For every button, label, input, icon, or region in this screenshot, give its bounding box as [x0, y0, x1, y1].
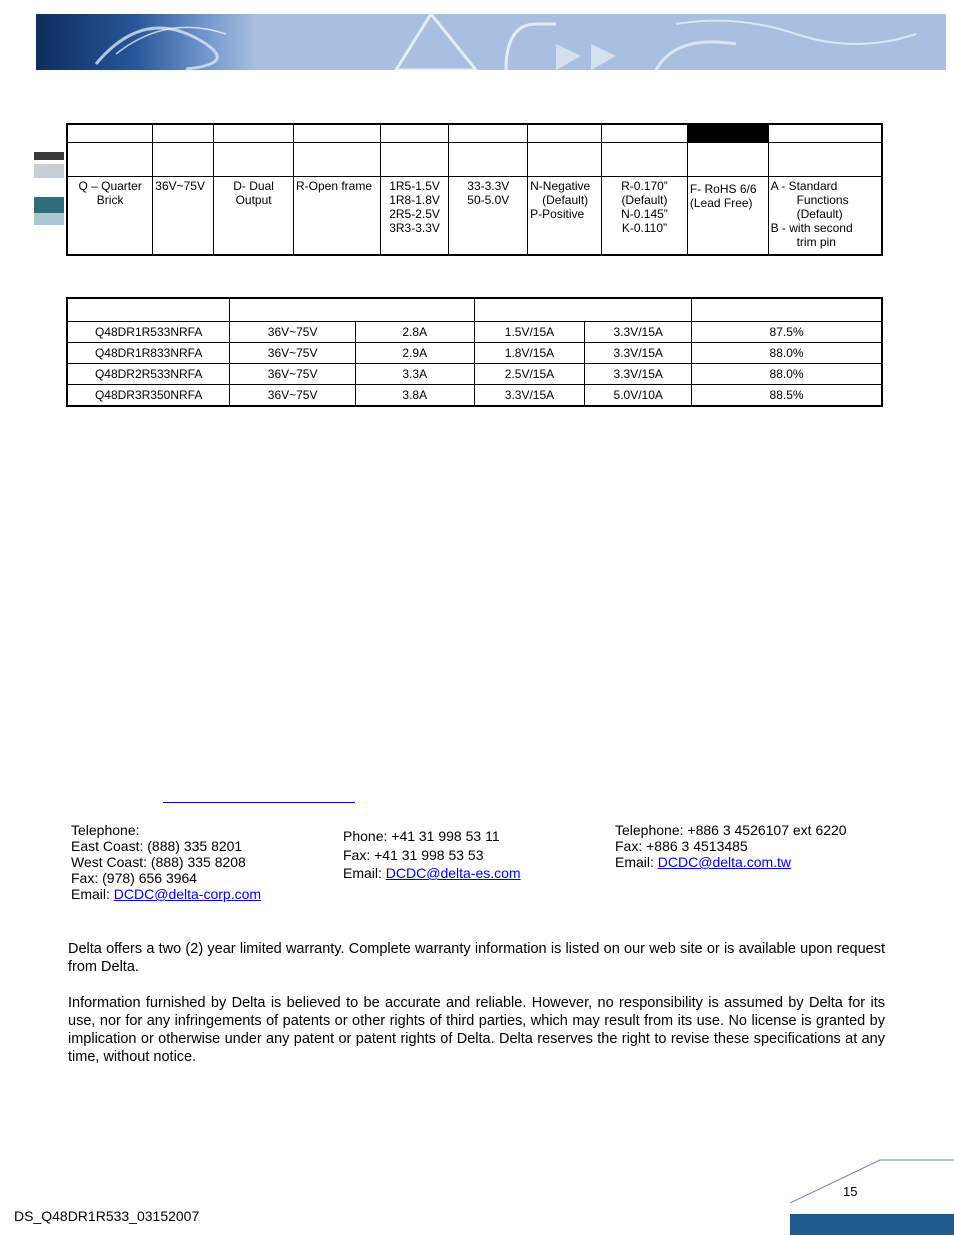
pn-option-line: (Default) [621, 193, 668, 207]
pn-label-cell [602, 143, 688, 177]
pn-label-cell [528, 143, 602, 177]
model-list-header-cell [230, 298, 474, 322]
pn-option-form-factor [67, 177, 153, 256]
pn-header-cell [768, 124, 882, 143]
pn-option-line: K-0.110” [621, 221, 668, 235]
pn-label-cell [67, 143, 153, 177]
disclaimer-paragraph: Information furnished by Delta is believed to be accurate and reliable. However, no responsibility is assumed by Delta for its use, nor for any infringements of patents or other rights of third parties, which may result from its use. No license is granted by implication or otherwise under any patent or patent rights of Delta. Delta reserves the right to revise these specifications at any time, without notice. [68, 995, 885, 1065]
pn-options-row [67, 177, 882, 256]
model-number: Q48DR1R533NRFA [67, 322, 230, 343]
pn-option-type [293, 177, 380, 256]
pn-option-pin-length [602, 177, 688, 256]
model-list-table [66, 297, 883, 407]
model-list-header-cell [474, 298, 692, 322]
pn-label-cell [768, 143, 882, 177]
model-output-2: 3.3V/15A [585, 364, 692, 385]
pn-option-outputs [214, 177, 294, 256]
model-output-1: 1.8V/15A [474, 343, 585, 364]
pn-option-line: 1R5-1.5V [389, 179, 440, 193]
model-output-2: 5.0V/10A [585, 385, 692, 407]
banner-logo-shapes [36, 14, 946, 70]
model-row [67, 364, 882, 385]
pn-label-cell [214, 143, 294, 177]
contact-americas-east: East Coast: (888) 335 8201 [71, 838, 243, 854]
pn-option-option [768, 177, 882, 256]
pn-header-cell [293, 124, 380, 143]
model-output-1: 2.5V/15A [474, 364, 585, 385]
contact-americas-fax: Fax: (978) 656 3964 [71, 870, 198, 886]
pn-option-line: Brick [96, 193, 124, 207]
model-output-1: 3.3V/15A [474, 385, 585, 407]
model-input: 36V~75V [230, 364, 356, 385]
pn-option-line: N-Negative [530, 179, 591, 193]
email-label: Email: [71, 886, 114, 902]
contact-europe-email-line [343, 864, 521, 883]
model-row [67, 322, 882, 343]
pn-option-input [153, 177, 214, 256]
pn-option-line: B - with second [770, 221, 853, 235]
pn-option-output-2 [449, 177, 528, 256]
pn-label-cell [687, 143, 768, 177]
contact-europe-fax: Fax: +41 31 998 53 53 [343, 846, 484, 863]
model-number: Q48DR1R833NRFA [67, 343, 230, 364]
pn-header-cell [449, 124, 528, 143]
pn-header-row [67, 124, 882, 143]
contact-asia [615, 822, 847, 870]
pn-label-cell [293, 143, 380, 177]
pn-header-cell [153, 124, 214, 143]
side-marker-teal [34, 197, 64, 213]
contact-americas [71, 822, 261, 902]
model-output-2: 3.3V/15A [585, 322, 692, 343]
contact-asia-fax: Fax: +886 3 4513485 [615, 838, 748, 854]
model-efficiency: 87.5% [692, 322, 882, 343]
footer-corner-graphic [790, 1158, 954, 1235]
contact-americas-west: West Coast: (888) 335 8208 [71, 854, 246, 870]
pn-option-line: D- Dual [233, 179, 274, 193]
pn-option-line: 3R3-3.3V [389, 221, 440, 235]
pn-option-line: (Lead Free) [689, 196, 753, 210]
model-current: 3.8A [355, 385, 474, 407]
side-marker-teal-light [34, 213, 64, 225]
model-output-1: 1.5V/15A [474, 322, 585, 343]
model-current: 2.8A [355, 322, 474, 343]
model-current: 2.9A [355, 343, 474, 364]
pn-label-cell [380, 143, 449, 177]
model-number: Q48DR3R350NRFA [67, 385, 230, 407]
contact-asia-telephone: Telephone: +886 3 4526107 ext 6220 [615, 822, 847, 838]
contact-europe [343, 827, 521, 883]
warranty-paragraph: Delta offers a two (2) year limited warranty. Complete warranty information is listed on our web site or is available upon request from Delta. [68, 941, 885, 975]
pn-header-cell [602, 124, 688, 143]
pn-option-line: 2R5-2.5V [389, 207, 440, 221]
contact-europe-phone: Phone: +41 31 998 53 11 [343, 828, 500, 844]
side-marker-light [34, 164, 64, 178]
contact-americas-telephone: Telephone: [71, 822, 140, 838]
model-input: 36V~75V [230, 343, 356, 364]
email-label: Email: [615, 854, 658, 870]
pn-option-line: (Default) [542, 193, 589, 207]
pn-option-line: R-Open frame [295, 179, 373, 193]
pn-header-cell [528, 124, 602, 143]
pn-header-cell [214, 124, 294, 143]
model-list-header-cell [692, 298, 882, 322]
pn-option-line: trim pin [796, 235, 836, 249]
pn-option-line: A - Standard [770, 179, 838, 193]
model-row [67, 385, 882, 407]
email-link-europe[interactable]: DCDC@delta-es.com [385, 865, 521, 881]
pn-header-cell [67, 124, 153, 143]
model-input: 36V~75V [230, 385, 356, 407]
pn-option-line: 36V~75V [155, 179, 205, 193]
pn-option-line: Output [235, 193, 272, 207]
model-number: Q48DR2R533NRFA [67, 364, 230, 385]
email-label: Email: [343, 865, 386, 881]
pn-option-line: F- RoHS 6/6 [689, 182, 757, 196]
model-input: 36V~75V [230, 322, 356, 343]
pn-label-cell [449, 143, 528, 177]
website-link-underline[interactable] [163, 802, 355, 803]
contact-americas-email-line [71, 886, 261, 902]
model-list-header-row [67, 298, 882, 322]
document-id: DS_Q48DR1R533_03152007 [14, 1208, 200, 1224]
pn-option-line: (Default) [796, 207, 843, 221]
pn-option-on-off [528, 177, 602, 256]
model-list-header-cell [67, 298, 230, 322]
pn-option-line: Functions [796, 193, 849, 207]
email-link-asia[interactable]: DCDC@delta.com.tw [657, 854, 792, 870]
pn-option-rohs [687, 177, 768, 256]
model-row [67, 343, 882, 364]
pn-option-line: 50-5.0V [467, 193, 510, 207]
pn-option-line: R-0.170” [621, 179, 668, 193]
pn-header-cell [380, 124, 449, 143]
contact-asia-email-line [615, 854, 847, 870]
pn-option-line: P-Positive [530, 207, 585, 221]
email-link-americas[interactable]: DCDC@delta-corp.com [113, 886, 262, 902]
model-efficiency: 88.0% [692, 364, 882, 385]
pn-label-cell [153, 143, 214, 177]
header-banner [36, 14, 946, 70]
pn-option-line: 33-3.3V [467, 179, 510, 193]
pn-header-cell-highlight [687, 124, 768, 143]
model-efficiency: 88.0% [692, 343, 882, 364]
part-number-table [66, 123, 883, 256]
pn-option-line: N-0.145” [621, 207, 668, 221]
model-current: 3.3A [355, 364, 474, 385]
model-efficiency: 88.5% [692, 385, 882, 407]
model-output-2: 3.3V/15A [585, 343, 692, 364]
pn-option-output-1 [380, 177, 449, 256]
pn-option-line: 1R8-1.8V [389, 193, 440, 207]
page-number: 15 [843, 1184, 858, 1199]
pn-label-row [67, 143, 882, 177]
pn-option-line: Q – Quarter [78, 179, 142, 193]
side-marker-dark [34, 152, 64, 160]
